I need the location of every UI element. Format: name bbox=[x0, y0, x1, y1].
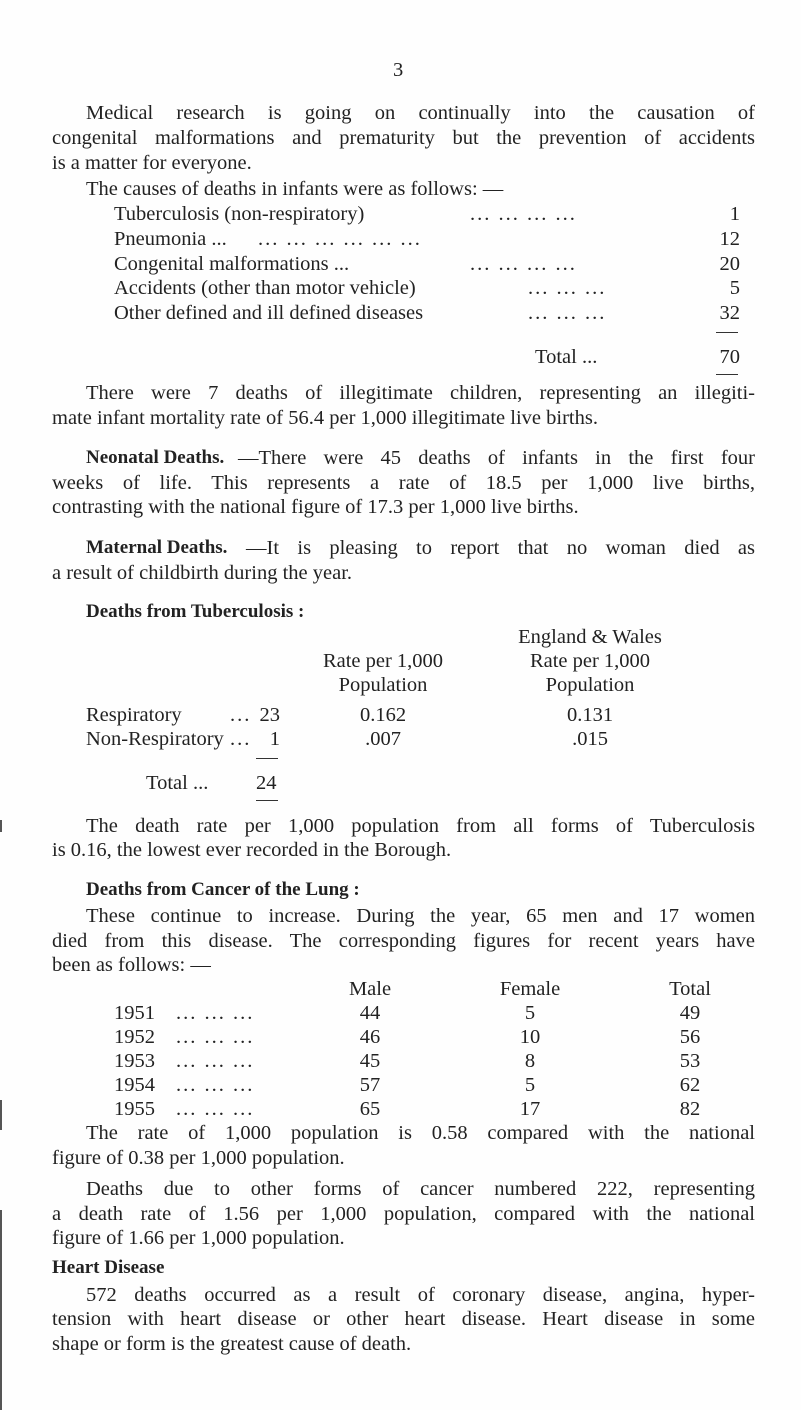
maternal-heading: Maternal Deaths. bbox=[86, 537, 228, 558]
tb-row-label: Non-Respiratory bbox=[86, 728, 224, 750]
lung-row-year: 1953 bbox=[114, 1050, 155, 1072]
infant-cause-label: Accidents (other than motor vehicle) bbox=[114, 277, 416, 299]
tb-row-rate: .007 bbox=[365, 728, 401, 750]
intro-line-3: is a matter for everyone. bbox=[52, 152, 252, 174]
tb-row-count: 23 bbox=[259, 704, 280, 726]
lung-row-male: 46 bbox=[359, 1026, 381, 1048]
lung-cancer-line-1: These continue to increase. During the year, 65 men and 17 women bbox=[86, 905, 755, 927]
sum-rule bbox=[256, 758, 278, 759]
lung-row-total: 62 bbox=[679, 1074, 701, 1096]
infant-cause-value: 1 bbox=[729, 203, 740, 225]
lung-rate-line-1: The rate of 1,000 population is 0.58 compared with the national bbox=[86, 1122, 755, 1144]
tb-row-count: 1 bbox=[269, 728, 280, 750]
lung-rate-line-2: figure of 0.38 per 1,000 population. bbox=[52, 1147, 345, 1169]
leader-dots: ... bbox=[230, 704, 252, 726]
lung-row-female: 5 bbox=[524, 1074, 536, 1096]
tb-row-ew-rate: .015 bbox=[572, 728, 608, 750]
infant-cause-value: 5 bbox=[729, 277, 740, 299]
lung-row-total: 56 bbox=[679, 1026, 701, 1048]
other-cancer-line-2: a death rate of 1.56 per 1,000 population, compared with the national bbox=[52, 1203, 755, 1225]
intro-line-1: Medical research is going on continually into the causation of bbox=[86, 102, 755, 124]
infant-cause-label: Pneumonia ... bbox=[114, 228, 227, 250]
leader-dots: ... ... ... bbox=[176, 1002, 255, 1024]
lung-row-male: 44 bbox=[359, 1002, 381, 1024]
neonatal-line-3: contrasting with the national figure of 17.3 per 1,000 live births. bbox=[52, 496, 579, 518]
infant-cause-value: 12 bbox=[719, 228, 740, 250]
leader-dots: ... ... ... bbox=[176, 1050, 255, 1072]
other-cancer-line-3: figure of 1.66 per 1,000 population. bbox=[52, 1227, 345, 1249]
other-cancer-line-1: Deaths due to other forms of cancer numbered 222, representing bbox=[86, 1178, 755, 1200]
lung-row-female: 10 bbox=[519, 1026, 541, 1048]
tb-row-label: Respiratory bbox=[86, 704, 182, 726]
leader-dots: ... ... ... bbox=[176, 1098, 255, 1120]
infant-total-label: Total ... bbox=[535, 346, 598, 368]
tb-col-rate-line-2: Population bbox=[338, 674, 428, 696]
lung-cancer-line-2: died from this disease. The corresponding figures for recent years have bbox=[52, 930, 755, 952]
lung-row-male: 57 bbox=[359, 1074, 381, 1096]
tb-col-ew-line-0: England & Wales bbox=[518, 626, 662, 648]
tb-col-rate-line-1: Rate per 1,000 bbox=[322, 650, 444, 672]
tb-col-ew-line-2: Population bbox=[545, 674, 635, 696]
leader-dots: ... ... ... bbox=[176, 1026, 255, 1048]
lung-col-male: Male bbox=[348, 978, 392, 1000]
sum-rule bbox=[716, 332, 738, 333]
heart-line-1: 572 deaths occurred as a result of coronary disease, angina, hyper- bbox=[86, 1284, 755, 1306]
scan-edge-mark bbox=[0, 1210, 2, 1410]
lung-cancer-heading: Deaths from Cancer of the Lung : bbox=[86, 879, 360, 900]
lung-row-female: 5 bbox=[524, 1002, 536, 1024]
sum-rule bbox=[716, 374, 738, 375]
lung-row-male: 45 bbox=[359, 1050, 381, 1072]
leader-dots: ... ... ... ... bbox=[470, 203, 577, 225]
leader-dots: ... ... ... ... bbox=[470, 253, 577, 275]
maternal-line-1: —It is pleasing to report that no woman died as bbox=[246, 537, 755, 559]
lung-row-total: 49 bbox=[679, 1002, 701, 1024]
neonatal-line-2: weeks of life. This represents a rate of 18.5 per 1,000 live births, bbox=[52, 472, 755, 494]
neonatal-heading: Neonatal Deaths. bbox=[86, 447, 225, 468]
lung-row-male: 65 bbox=[359, 1098, 381, 1120]
infant-cause-label: Tuberculosis (non-respiratory) bbox=[114, 203, 365, 225]
maternal-line-2: a result of childbirth during the year. bbox=[52, 562, 353, 584]
leader-dots: ... ... ... ... ... ... bbox=[258, 228, 422, 250]
leader-dots: ... ... ... bbox=[528, 277, 607, 299]
infant-cause-label: Congenital malformations ... bbox=[114, 253, 350, 275]
lung-row-total: 53 bbox=[679, 1050, 701, 1072]
lung-row-year: 1955 bbox=[114, 1098, 155, 1120]
tb-total-label: Total ... bbox=[146, 772, 209, 794]
infant-cause-label: Other defined and ill defined diseases bbox=[114, 302, 424, 324]
heart-heading: Heart Disease bbox=[52, 1257, 165, 1278]
lung-col-total: Total bbox=[669, 978, 711, 1000]
infant-total-value: 70 bbox=[719, 346, 740, 368]
lung-row-total: 82 bbox=[679, 1098, 701, 1120]
neonatal-line-1: —There were 45 deaths of infants in the first four bbox=[238, 447, 755, 469]
lung-row-female: 17 bbox=[519, 1098, 541, 1120]
illegit-line-2: mate infant mortality rate of 56.4 per 1,000 illegitimate live births. bbox=[52, 407, 598, 429]
lung-row-female: 8 bbox=[524, 1050, 536, 1072]
leader-dots: ... bbox=[230, 728, 252, 750]
lung-row-year: 1951 bbox=[114, 1002, 155, 1024]
tb-summary-line-2: is 0.16, the lowest ever recorded in the Borough. bbox=[52, 839, 452, 861]
illegit-line-1: There were 7 deaths of illegitimate children, representing an illegiti- bbox=[86, 382, 755, 404]
infant-cause-value: 32 bbox=[719, 302, 740, 324]
infant-causes-lead: The causes of deaths in infants were as follows: — bbox=[86, 178, 504, 200]
sum-rule bbox=[256, 800, 278, 801]
scan-edge-mark bbox=[0, 820, 2, 832]
page-number: 3 bbox=[393, 59, 404, 81]
tb-heading: Deaths from Tuberculosis : bbox=[86, 601, 305, 622]
tb-summary-line-1: The death rate per 1,000 population from all forms of Tuberculosis bbox=[86, 815, 755, 837]
lung-row-year: 1954 bbox=[114, 1074, 155, 1096]
tb-total-value: 24 bbox=[256, 772, 277, 794]
infant-cause-value: 20 bbox=[719, 253, 740, 275]
intro-line-2: congenital malformations and prematurity but the prevention of accidents bbox=[52, 127, 755, 149]
heart-line-3: shape or form is the greatest cause of death. bbox=[52, 1333, 412, 1355]
leader-dots: ... ... ... bbox=[176, 1074, 255, 1096]
tb-row-rate: 0.162 bbox=[359, 704, 407, 726]
lung-row-year: 1952 bbox=[114, 1026, 155, 1048]
lung-col-female: Female bbox=[499, 978, 561, 1000]
leader-dots: ... ... ... bbox=[528, 302, 607, 324]
heart-line-2: tension with heart disease or other heart disease. Heart disease in some bbox=[52, 1308, 755, 1330]
tb-row-ew-rate: 0.131 bbox=[566, 704, 614, 726]
scan-edge-mark bbox=[0, 1100, 2, 1130]
tb-col-ew-line-1: Rate per 1,000 bbox=[529, 650, 651, 672]
lung-cancer-line-3: been as follows: — bbox=[52, 954, 211, 976]
